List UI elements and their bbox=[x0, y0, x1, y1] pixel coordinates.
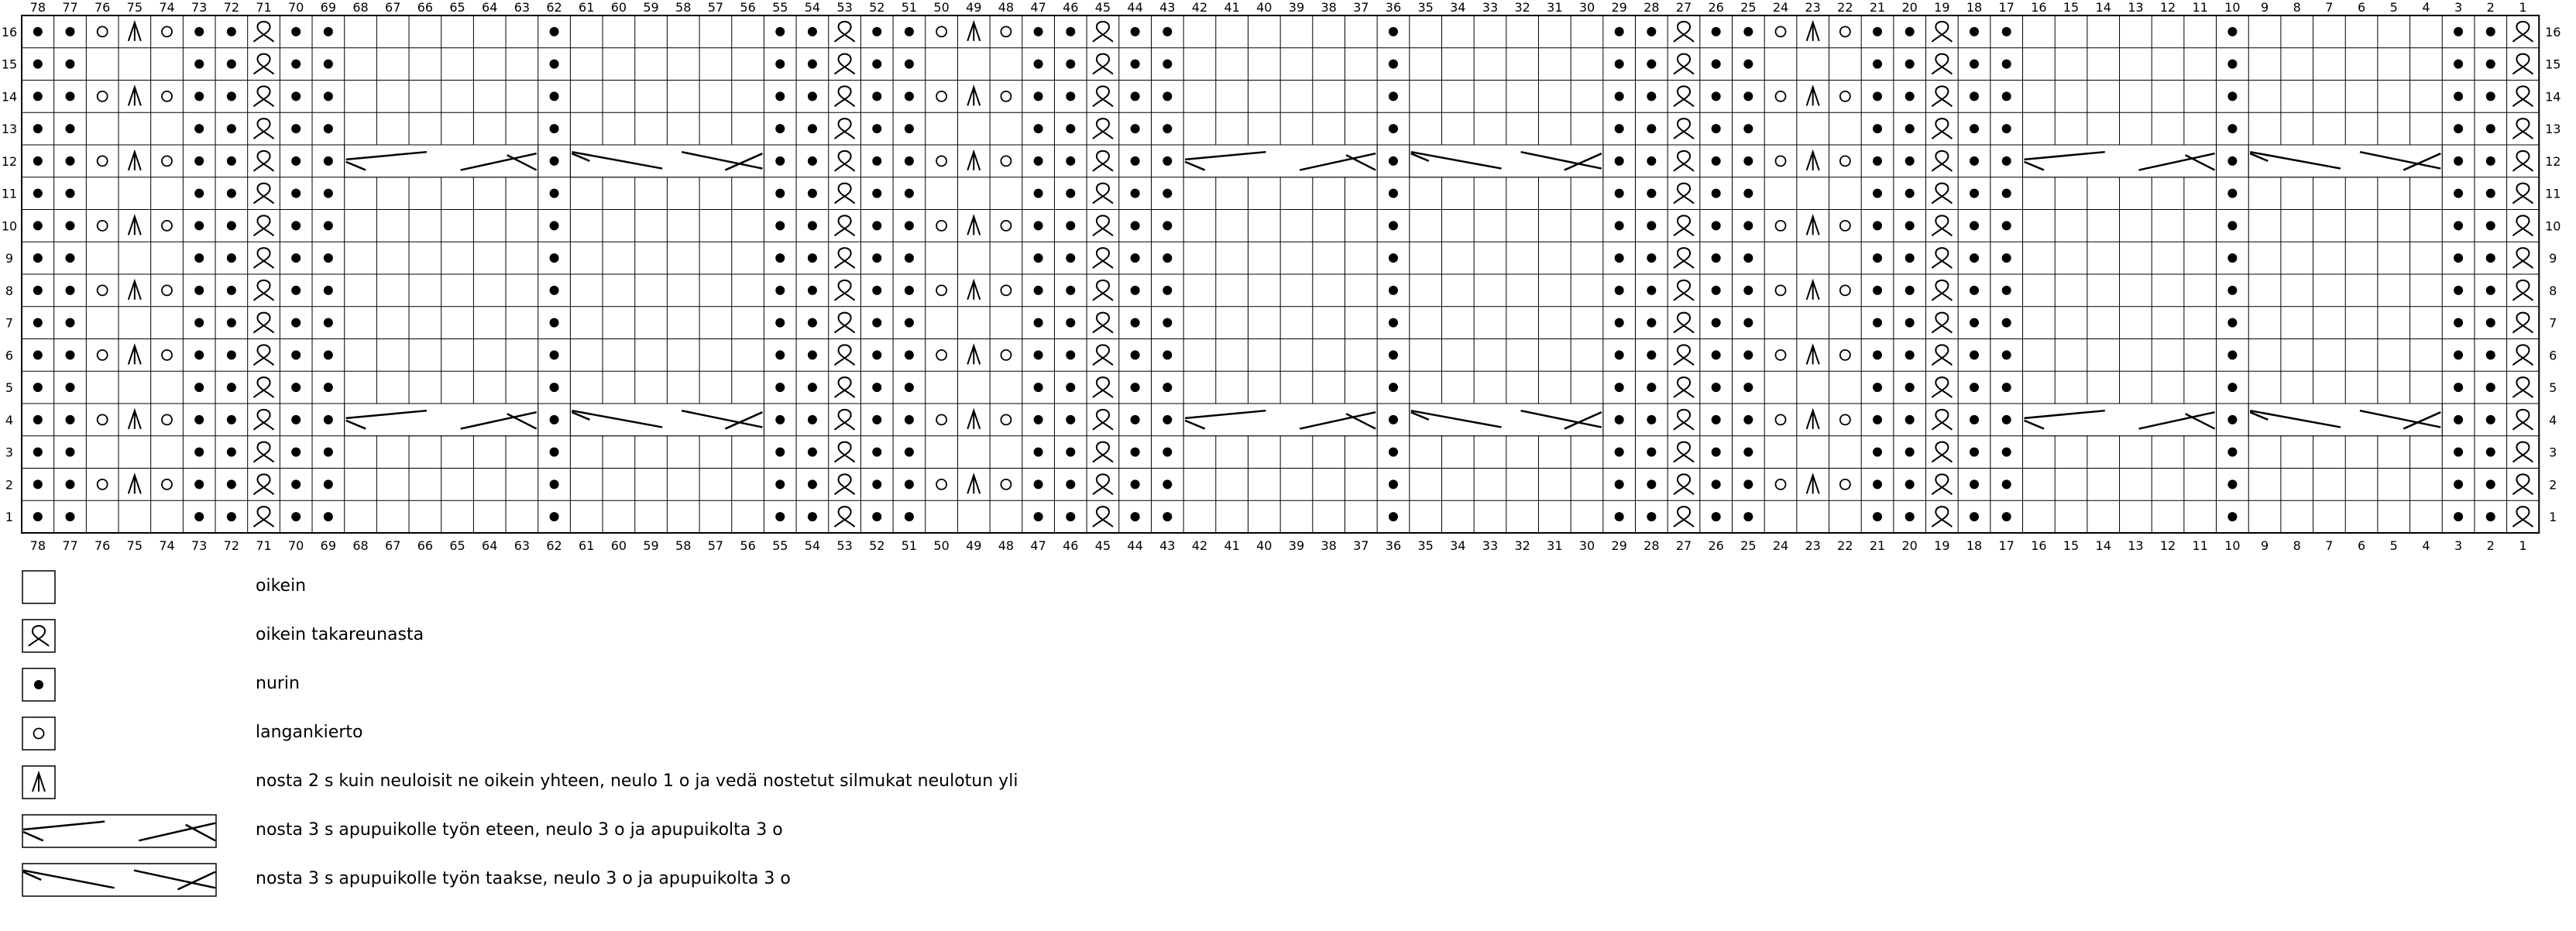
cable-front-symbol-icon bbox=[22, 814, 217, 848]
column-number-bottom: 71 bbox=[256, 538, 272, 553]
column-number-top: 19 bbox=[1934, 0, 1950, 15]
column-number-top: 59 bbox=[643, 0, 659, 15]
column-number-bottom: 27 bbox=[1675, 538, 1692, 553]
column-number-top: 70 bbox=[288, 0, 304, 15]
row-number-right: 12 bbox=[2545, 153, 2561, 169]
column-number-bottom: 67 bbox=[385, 538, 401, 553]
row-number-right: 6 bbox=[2549, 348, 2557, 363]
column-number-bottom: 29 bbox=[1611, 538, 1627, 553]
column-number-top: 65 bbox=[449, 0, 465, 15]
knit-symbol-icon bbox=[22, 570, 56, 604]
column-number-bottom: 60 bbox=[610, 538, 627, 553]
row-number-left: 7 bbox=[5, 315, 14, 331]
column-number-top: 4 bbox=[2422, 0, 2430, 15]
column-number-bottom: 51 bbox=[901, 538, 918, 553]
column-number-bottom: 43 bbox=[1159, 538, 1176, 553]
column-number-top: 62 bbox=[546, 0, 562, 15]
column-number-top: 11 bbox=[2192, 0, 2208, 15]
column-number-top: 30 bbox=[1578, 0, 1595, 15]
column-number-bottom: 21 bbox=[1869, 538, 1886, 553]
column-number-bottom: 28 bbox=[1643, 538, 1660, 553]
column-number-top: 6 bbox=[2357, 0, 2366, 15]
column-number-bottom: 37 bbox=[1353, 538, 1369, 553]
column-number-bottom: 49 bbox=[966, 538, 982, 553]
column-number-bottom: 26 bbox=[1708, 538, 1724, 553]
legend-symbol-box bbox=[22, 717, 55, 750]
row-number-left: 10 bbox=[1, 218, 18, 234]
column-number-top: 33 bbox=[1482, 0, 1499, 15]
column-number-top: 76 bbox=[94, 0, 111, 15]
row-number-right: 4 bbox=[2549, 412, 2557, 428]
legend-label-yarn-over: langankierto bbox=[256, 723, 363, 742]
column-number-top: 72 bbox=[223, 0, 240, 15]
legend-label-knit: oikein bbox=[256, 576, 307, 596]
column-number-bottom: 59 bbox=[643, 538, 659, 553]
column-number-top: 26 bbox=[1708, 0, 1724, 15]
column-number-bottom: 7 bbox=[2325, 538, 2334, 553]
column-number-top: 75 bbox=[126, 0, 143, 15]
column-number-top: 46 bbox=[1063, 0, 1079, 15]
column-number-top: 10 bbox=[2224, 0, 2241, 15]
column-number-bottom: 11 bbox=[2192, 538, 2208, 553]
column-number-top: 51 bbox=[901, 0, 918, 15]
column-number-bottom: 8 bbox=[2293, 538, 2301, 553]
column-number-bottom: 44 bbox=[1127, 538, 1143, 553]
column-number-bottom: 40 bbox=[1256, 538, 1273, 553]
column-number-top: 28 bbox=[1643, 0, 1660, 15]
column-number-top: 77 bbox=[62, 0, 78, 15]
knit-tbl-symbol-icon bbox=[22, 619, 56, 653]
column-number-top: 37 bbox=[1353, 0, 1369, 15]
column-number-top: 15 bbox=[2063, 0, 2080, 15]
legend-symbol-box bbox=[22, 815, 216, 847]
column-number-bottom: 18 bbox=[1966, 538, 1983, 553]
column-number-bottom: 53 bbox=[836, 538, 853, 553]
column-number-top: 2 bbox=[2486, 0, 2495, 15]
column-number-top: 78 bbox=[29, 0, 46, 15]
legend-symbol-box bbox=[22, 620, 55, 652]
legend-label-purl: nurin bbox=[256, 674, 300, 693]
column-number-top: 1 bbox=[2519, 0, 2527, 15]
column-number-bottom: 25 bbox=[1740, 538, 1757, 553]
column-number-bottom: 33 bbox=[1482, 538, 1499, 553]
column-number-bottom: 14 bbox=[2095, 538, 2111, 553]
column-number-top: 44 bbox=[1127, 0, 1143, 15]
column-number-top: 3 bbox=[2454, 0, 2463, 15]
column-number-bottom: 30 bbox=[1578, 538, 1595, 553]
column-number-bottom: 62 bbox=[546, 538, 562, 553]
column-number-top: 20 bbox=[1901, 0, 1918, 15]
column-number-bottom: 70 bbox=[288, 538, 304, 553]
row-number-left: 4 bbox=[5, 412, 14, 428]
column-number-top: 63 bbox=[513, 0, 531, 15]
legend-label-cable-front: nosta 3 s apupuikolle työn eteen, neulo 3 o ja apupuikolta 3 o bbox=[256, 820, 783, 840]
column-number-bottom: 54 bbox=[804, 538, 821, 553]
column-number-top: 58 bbox=[675, 0, 692, 15]
column-number-bottom: 68 bbox=[352, 538, 369, 553]
column-number-top: 66 bbox=[417, 0, 434, 15]
column-number-top: 14 bbox=[2095, 0, 2111, 15]
row-number-left: 2 bbox=[5, 477, 14, 493]
column-number-bottom: 35 bbox=[1417, 538, 1434, 553]
column-number-bottom: 50 bbox=[933, 538, 950, 553]
sk2p-symbol-icon bbox=[22, 765, 56, 799]
column-number-bottom: 15 bbox=[2063, 538, 2080, 553]
column-number-bottom: 38 bbox=[1321, 538, 1337, 553]
column-number-top: 34 bbox=[1450, 0, 1466, 15]
row-number-left: 3 bbox=[5, 445, 14, 460]
column-number-top: 23 bbox=[1805, 0, 1821, 15]
column-number-bottom: 45 bbox=[1094, 538, 1111, 553]
column-number-bottom: 39 bbox=[1288, 538, 1305, 553]
column-number-bottom: 3 bbox=[2454, 538, 2463, 553]
row-number-left: 5 bbox=[5, 380, 14, 396]
row-number-left: 1 bbox=[5, 510, 14, 525]
column-number-bottom: 63 bbox=[513, 538, 531, 553]
yarn-over-symbol-icon bbox=[22, 716, 56, 751]
column-number-bottom: 72 bbox=[223, 538, 240, 553]
column-number-top: 67 bbox=[385, 0, 401, 15]
column-number-top: 7 bbox=[2325, 0, 2334, 15]
row-number-left: 12 bbox=[1, 153, 18, 169]
row-number-right: 2 bbox=[2549, 477, 2557, 493]
column-number-top: 29 bbox=[1611, 0, 1627, 15]
column-number-top: 40 bbox=[1256, 0, 1273, 15]
column-number-top: 49 bbox=[966, 0, 982, 15]
row-number-left: 15 bbox=[1, 57, 18, 72]
row-number-left: 13 bbox=[1, 122, 18, 137]
column-number-top: 16 bbox=[2031, 0, 2047, 15]
column-number-bottom: 10 bbox=[2224, 538, 2241, 553]
column-number-top: 50 bbox=[933, 0, 950, 15]
cable-back-symbol-icon bbox=[22, 863, 217, 897]
column-number-bottom: 64 bbox=[482, 538, 498, 553]
column-number-top: 52 bbox=[869, 0, 885, 15]
column-number-bottom: 58 bbox=[675, 538, 692, 553]
column-number-top: 41 bbox=[1224, 0, 1240, 15]
column-number-bottom: 48 bbox=[998, 538, 1015, 553]
column-number-top: 57 bbox=[707, 0, 724, 15]
column-number-top: 71 bbox=[256, 0, 272, 15]
row-number-left: 16 bbox=[1, 24, 18, 40]
column-number-top: 18 bbox=[1966, 0, 1983, 15]
column-number-bottom: 13 bbox=[2128, 538, 2144, 553]
column-number-bottom: 41 bbox=[1224, 538, 1240, 553]
column-number-top: 45 bbox=[1094, 0, 1111, 15]
column-number-top: 9 bbox=[2260, 0, 2269, 15]
column-number-top: 36 bbox=[1385, 0, 1402, 15]
purl-symbol-icon bbox=[22, 668, 56, 702]
column-number-top: 39 bbox=[1288, 0, 1305, 15]
column-number-bottom: 34 bbox=[1450, 538, 1466, 553]
column-number-top: 17 bbox=[1998, 0, 2014, 15]
purl-mark bbox=[34, 680, 43, 689]
legend-label-cable-back: nosta 3 s apupuikolle työn taakse, neulo 3 o ja apupuikolta 3 o bbox=[256, 869, 791, 888]
column-number-bottom: 55 bbox=[772, 538, 788, 553]
column-number-top: 68 bbox=[352, 0, 369, 15]
row-number-right: 10 bbox=[2545, 218, 2561, 234]
column-number-top: 60 bbox=[610, 0, 627, 15]
column-number-bottom: 66 bbox=[417, 538, 434, 553]
row-number-right: 13 bbox=[2545, 122, 2561, 137]
row-number-left: 11 bbox=[1, 186, 18, 201]
row-number-right: 1 bbox=[2549, 510, 2557, 525]
row-number-right: 8 bbox=[2549, 283, 2557, 298]
row-number-right: 16 bbox=[2545, 24, 2561, 40]
column-number-bottom: 5 bbox=[2389, 538, 2398, 553]
row-number-right: 9 bbox=[2549, 251, 2557, 266]
column-number-bottom: 75 bbox=[126, 538, 143, 553]
column-number-bottom: 6 bbox=[2357, 538, 2366, 553]
legend-label-sk2p: nosta 2 s kuin neuloisit ne oikein yhteen, neulo 1 o ja vedä nostetut silmukat neulotun yli bbox=[256, 771, 1018, 791]
column-number-top: 24 bbox=[1772, 0, 1789, 15]
column-number-top: 48 bbox=[998, 0, 1015, 15]
column-number-bottom: 20 bbox=[1901, 538, 1918, 553]
row-number-left: 9 bbox=[5, 251, 14, 266]
column-number-top: 32 bbox=[1514, 0, 1530, 15]
column-number-top: 69 bbox=[320, 0, 337, 15]
row-number-right: 5 bbox=[2549, 380, 2557, 396]
row-number-right: 3 bbox=[2549, 445, 2557, 460]
column-number-bottom: 65 bbox=[449, 538, 465, 553]
legend-label-knit-tbl: oikein takareunasta bbox=[256, 625, 424, 644]
column-number-top: 73 bbox=[191, 0, 208, 15]
column-number-bottom: 24 bbox=[1772, 538, 1789, 553]
column-number-bottom: 42 bbox=[1191, 538, 1208, 553]
column-number-top: 38 bbox=[1321, 0, 1337, 15]
column-number-bottom: 19 bbox=[1934, 538, 1950, 553]
column-number-top: 35 bbox=[1417, 0, 1434, 15]
column-number-bottom: 78 bbox=[29, 538, 46, 553]
column-number-bottom: 69 bbox=[320, 538, 337, 553]
column-number-bottom: 1 bbox=[2519, 538, 2527, 553]
legend-symbol-box bbox=[22, 864, 216, 896]
column-number-bottom: 9 bbox=[2260, 538, 2269, 553]
column-number-top: 5 bbox=[2389, 0, 2398, 15]
column-number-bottom: 61 bbox=[579, 538, 595, 553]
row-number-left: 8 bbox=[5, 283, 14, 298]
column-number-bottom: 32 bbox=[1514, 538, 1530, 553]
column-number-bottom: 76 bbox=[94, 538, 111, 553]
column-number-bottom: 77 bbox=[62, 538, 78, 553]
column-number-bottom: 56 bbox=[740, 538, 756, 553]
column-number-top: 55 bbox=[772, 0, 788, 15]
column-number-top: 61 bbox=[579, 0, 595, 15]
column-number-bottom: 4 bbox=[2422, 538, 2430, 553]
column-number-bottom: 73 bbox=[191, 538, 208, 553]
column-number-bottom: 16 bbox=[2031, 538, 2047, 553]
row-number-right: 15 bbox=[2545, 57, 2561, 72]
column-number-bottom: 46 bbox=[1063, 538, 1079, 553]
column-number-top: 47 bbox=[1030, 0, 1046, 15]
column-number-bottom: 57 bbox=[707, 538, 724, 553]
column-number-bottom: 23 bbox=[1805, 538, 1821, 553]
column-number-bottom: 74 bbox=[159, 538, 175, 553]
column-number-top: 31 bbox=[1547, 0, 1563, 15]
column-number-bottom: 47 bbox=[1030, 538, 1046, 553]
column-number-top: 43 bbox=[1159, 0, 1176, 15]
column-number-top: 21 bbox=[1869, 0, 1886, 15]
column-number-bottom: 22 bbox=[1837, 538, 1853, 553]
column-number-bottom: 17 bbox=[1998, 538, 2014, 553]
row-number-right: 7 bbox=[2549, 315, 2557, 331]
row-number-right: 11 bbox=[2545, 186, 2561, 201]
column-number-bottom: 2 bbox=[2486, 538, 2495, 553]
legend-symbol-box bbox=[22, 571, 55, 603]
column-number-bottom: 36 bbox=[1385, 538, 1402, 553]
column-number-top: 8 bbox=[2293, 0, 2301, 15]
column-number-top: 56 bbox=[740, 0, 756, 15]
column-number-top: 22 bbox=[1837, 0, 1853, 15]
column-number-bottom: 31 bbox=[1547, 538, 1563, 553]
column-number-top: 74 bbox=[159, 0, 175, 15]
row-number-right: 14 bbox=[2545, 89, 2561, 105]
column-number-bottom: 12 bbox=[2159, 538, 2176, 553]
row-number-left: 6 bbox=[5, 348, 14, 363]
row-number-left: 14 bbox=[1, 89, 18, 105]
column-number-bottom: 52 bbox=[869, 538, 885, 553]
column-number-top: 12 bbox=[2159, 0, 2176, 15]
column-number-top: 53 bbox=[836, 0, 853, 15]
column-number-top: 42 bbox=[1191, 0, 1208, 15]
column-number-top: 64 bbox=[482, 0, 498, 15]
column-number-top: 13 bbox=[2128, 0, 2144, 15]
column-number-top: 27 bbox=[1675, 0, 1692, 15]
column-number-top: 25 bbox=[1740, 0, 1757, 15]
column-number-top: 54 bbox=[804, 0, 821, 15]
